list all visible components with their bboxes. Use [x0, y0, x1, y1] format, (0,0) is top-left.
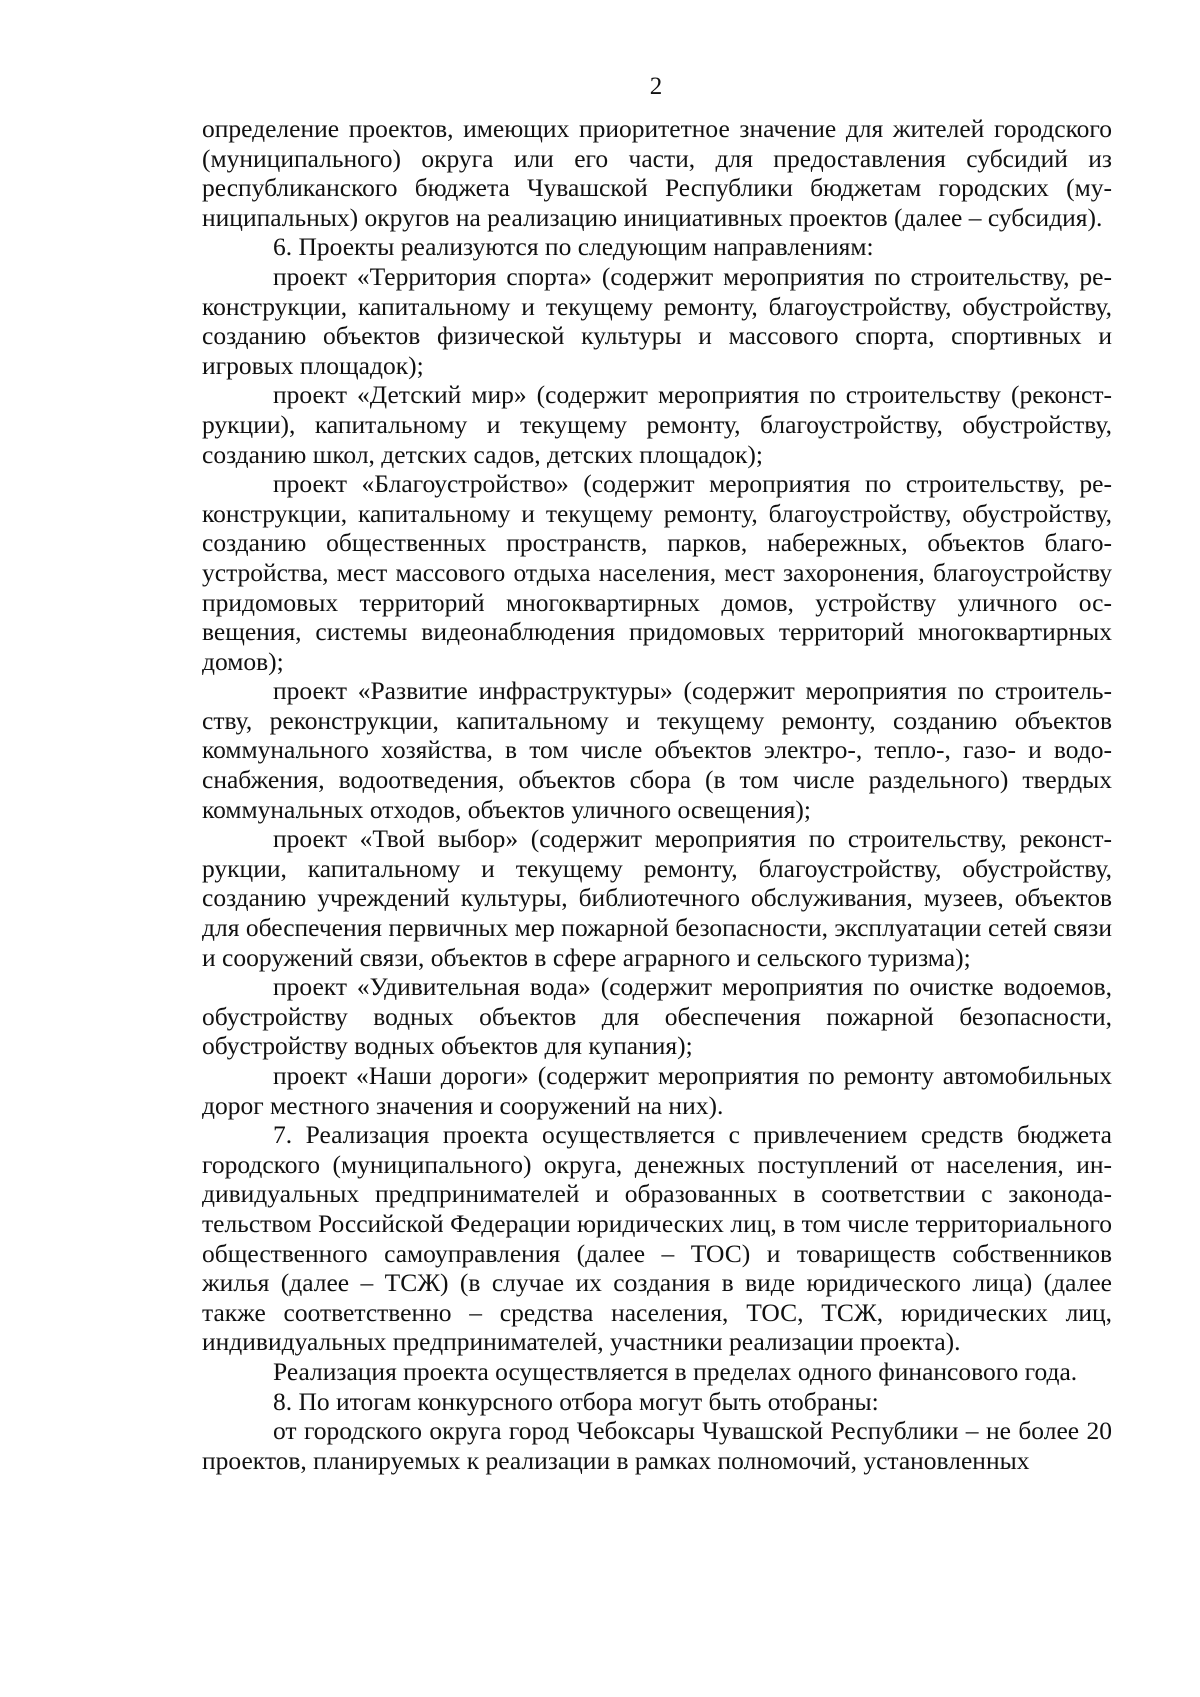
paragraph-continuation: определение проектов, имеющих приоритетное значение для жителей городского (муниципального) округа или его части, для предоставления субсидий из республиканского бюджета Чувашской Республики бюджетам городских (муниципальных) округов на реализацию инициативных проектов (далее – субсидия). — [202, 114, 1112, 232]
paragraph-project-water: проект «Удивительная вода» (содержит мероприятия по очистке водоемов, обустройству водных объектов для обеспечения пожарной безопасности, обустройству водных объектов для купания); — [202, 972, 1112, 1061]
paragraph-project-roads: проект «Наши дороги» (содержит мероприятия по ремонту автомобильных дорог местного значения и сооружений на них). — [202, 1061, 1112, 1120]
paragraph-item-6: 6. Проекты реализуются по следующим направлениям: — [273, 232, 874, 262]
paragraph-project-infrastructure: проект «Развитие инфраструктуры» (содержит мероприятия по строительству, реконструкции, капитальному и текущему ремонту, созданию объектов коммунального хозяйства, в том числе объектов электро-, тепло-, газо- и водоснабжения, водоотведения, объектов сбора (в том числе раздельного) твердых коммунальных отходов, объектов уличного освещения); — [202, 676, 1112, 824]
paragraph-cheboksary: от городского округа город Чебоксары Чувашской Республики – не более 20 проектов, планируемых к реализации в рамках полномочий, установленных — [202, 1416, 1112, 1475]
paragraph-project-sport: проект «Территория спорта» (содержит мероприятия по строительству, реконструкции, капитальному и текущему ремонту, благоустройству, обустройству, созданию объектов физической культуры и массового спорта, спортивных и игровых площадок); — [202, 261, 1112, 380]
paragraph-item-7: 7. Реализация проекта осуществляется с привлечением средств бюджета городского (муниципального) округа, денежных поступлений от населения, индивидуальных предпринимателей и образованных в соответствии с законодательством Российской Федерации юридических лиц, в том числе территориального общественного самоуправления (далее – ТОС) и товариществ собственников жилья (далее – ТСЖ) (в случае их создания в виде юридического лица) (далее также соответственно – средства населения, ТОС, ТСЖ, юридических лиц, индивидуальных предпринимателей, участники реализации проекта). — [202, 1120, 1112, 1357]
paragraph-item-8: 8. По итогам конкурсного отбора могут быть отобраны: — [273, 1386, 879, 1416]
page-number: 2 — [649, 73, 663, 100]
paragraph-project-children: проект «Детский мир» (содержит мероприятия по строительству (реконструкции), капитальному и текущему ремонту, благоустройству, обустройству, созданию школ, детских садов, детских площадок); — [202, 380, 1112, 469]
paragraph-financial-year: Реализация проекта осуществляется в пределах одного финансового года. — [273, 1356, 1078, 1386]
paragraph-project-choice: проект «Твой выбор» (содержит мероприятия по строительству, реконструкции, капитальному и текущему ремонту, благоустройству, обустройству, созданию учреждений культуры, библиотечного обслуживания, музеев, объектов для обеспечения первичных мер пожарной безопасности, эксплуатации сетей связи и сооружений связи, объектов в сфере аграрного и сельского туризма); — [202, 824, 1112, 972]
paragraph-project-improvement: проект «Благоустройство» (содержит мероприятия по строительству, реконструкции, капитальному и текущему ремонту, благоустройству, обустройству, созданию общественных пространств, парков, набережных, объектов благоустройства, мест массового отдыха населения, мест захоронения, благоустройству придомовых территорий многоквартирных домов, устройству уличного освещения, системы видеонаблюдения придомовых территорий многоквартирных домов); — [202, 469, 1112, 676]
document-body — [202, 114, 1112, 1475]
